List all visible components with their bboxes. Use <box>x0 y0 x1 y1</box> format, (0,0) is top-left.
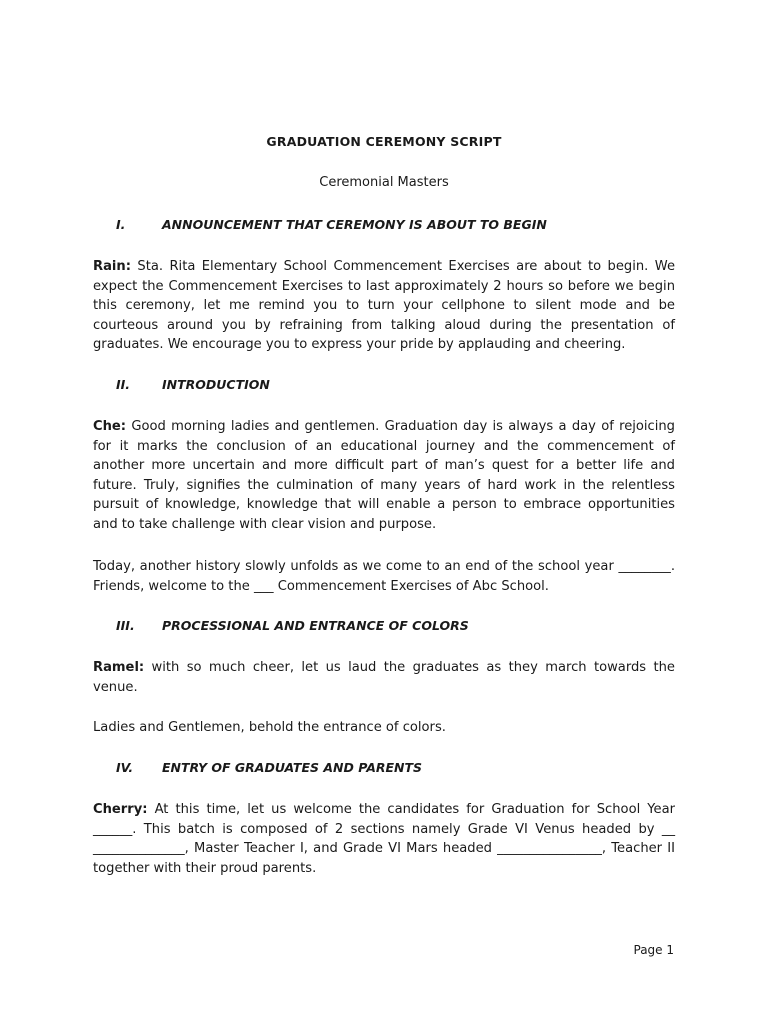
paragraph-text: with so much cheer, let us laud the graduates as they march towards the venue. <box>93 660 675 695</box>
section-title: INTRODUCTION <box>162 377 270 392</box>
section-heading-4 <box>116 760 422 775</box>
section-number: II. <box>116 377 131 392</box>
speaker-name: Rain: <box>93 259 131 274</box>
speaker-name: Ramel: <box>93 660 145 675</box>
paragraph-text: Good morning ladies and gentlemen. Graduation day is always a day of rejoicing for it marks the conclusion of an educational journey and the commencement of another more uncertain and more difficult part of man’s quest for a better life and future. Truly, signifies the culmination of many years of hard work in the relentless pursuit of knowledge, knowledge that will enable a person to embrace opportunities and to take challenge with clear vision and purpose. <box>93 419 675 532</box>
paragraph-cherry <box>93 800 675 878</box>
section-heading-3 <box>116 618 469 633</box>
section-title: PROCESSIONAL AND ENTRANCE OF COLORS <box>162 618 469 633</box>
paragraph-ramel <box>93 658 675 697</box>
paragraph-text: Ladies and Gentlemen, behold the entrance of colors. <box>93 720 446 735</box>
speaker-name: Che: <box>93 419 127 434</box>
paragraph-text: Sta. Rita Elementary School Commencement Exercises are about to begin. We expect the Commencement Exercises to last approximately 2 hours so before we begin this ceremony, let me remind you to turn your cellphone to silent mode and be courteous around you by refraining from talking aloud during the presentation of graduates. We encourage you to express your pride by applauding and cheering. <box>93 259 675 353</box>
paragraph-text: At this time, let us welcome the candidates for Graduation for School Year ______. This batch is composed of 2 sections namely Grade VI Venus headed by __ ______________, Master Teacher I, and Grade VI Mars headed ________________, Teacher II together with their proud parents. <box>93 802 675 876</box>
paragraph-rain <box>93 257 675 355</box>
document-subtitle: Ceremonial Masters <box>319 175 449 190</box>
paragraph-colors <box>93 718 675 738</box>
section-number: III. <box>116 618 135 633</box>
section-heading-1 <box>116 217 547 232</box>
document-title: GRADUATION CEREMONY SCRIPT <box>266 134 502 149</box>
paragraph-text: Today, another history slowly unfolds as we come to an end of the school year ________. Friends, welcome to the ___ Commencement Exercises of Abc School. <box>93 559 675 594</box>
section-number: I. <box>116 217 126 232</box>
section-title: ANNOUNCEMENT THAT CEREMONY IS ABOUT TO BEGIN <box>162 217 547 232</box>
section-title: ENTRY OF GRADUATES AND PARENTS <box>162 760 423 775</box>
section-heading-2 <box>116 377 270 392</box>
page-number: Page 1 <box>633 943 674 957</box>
section-number: IV. <box>116 760 134 775</box>
speaker-name: Cherry: <box>93 802 148 817</box>
paragraph-today <box>93 557 675 596</box>
paragraph-che <box>93 417 675 535</box>
